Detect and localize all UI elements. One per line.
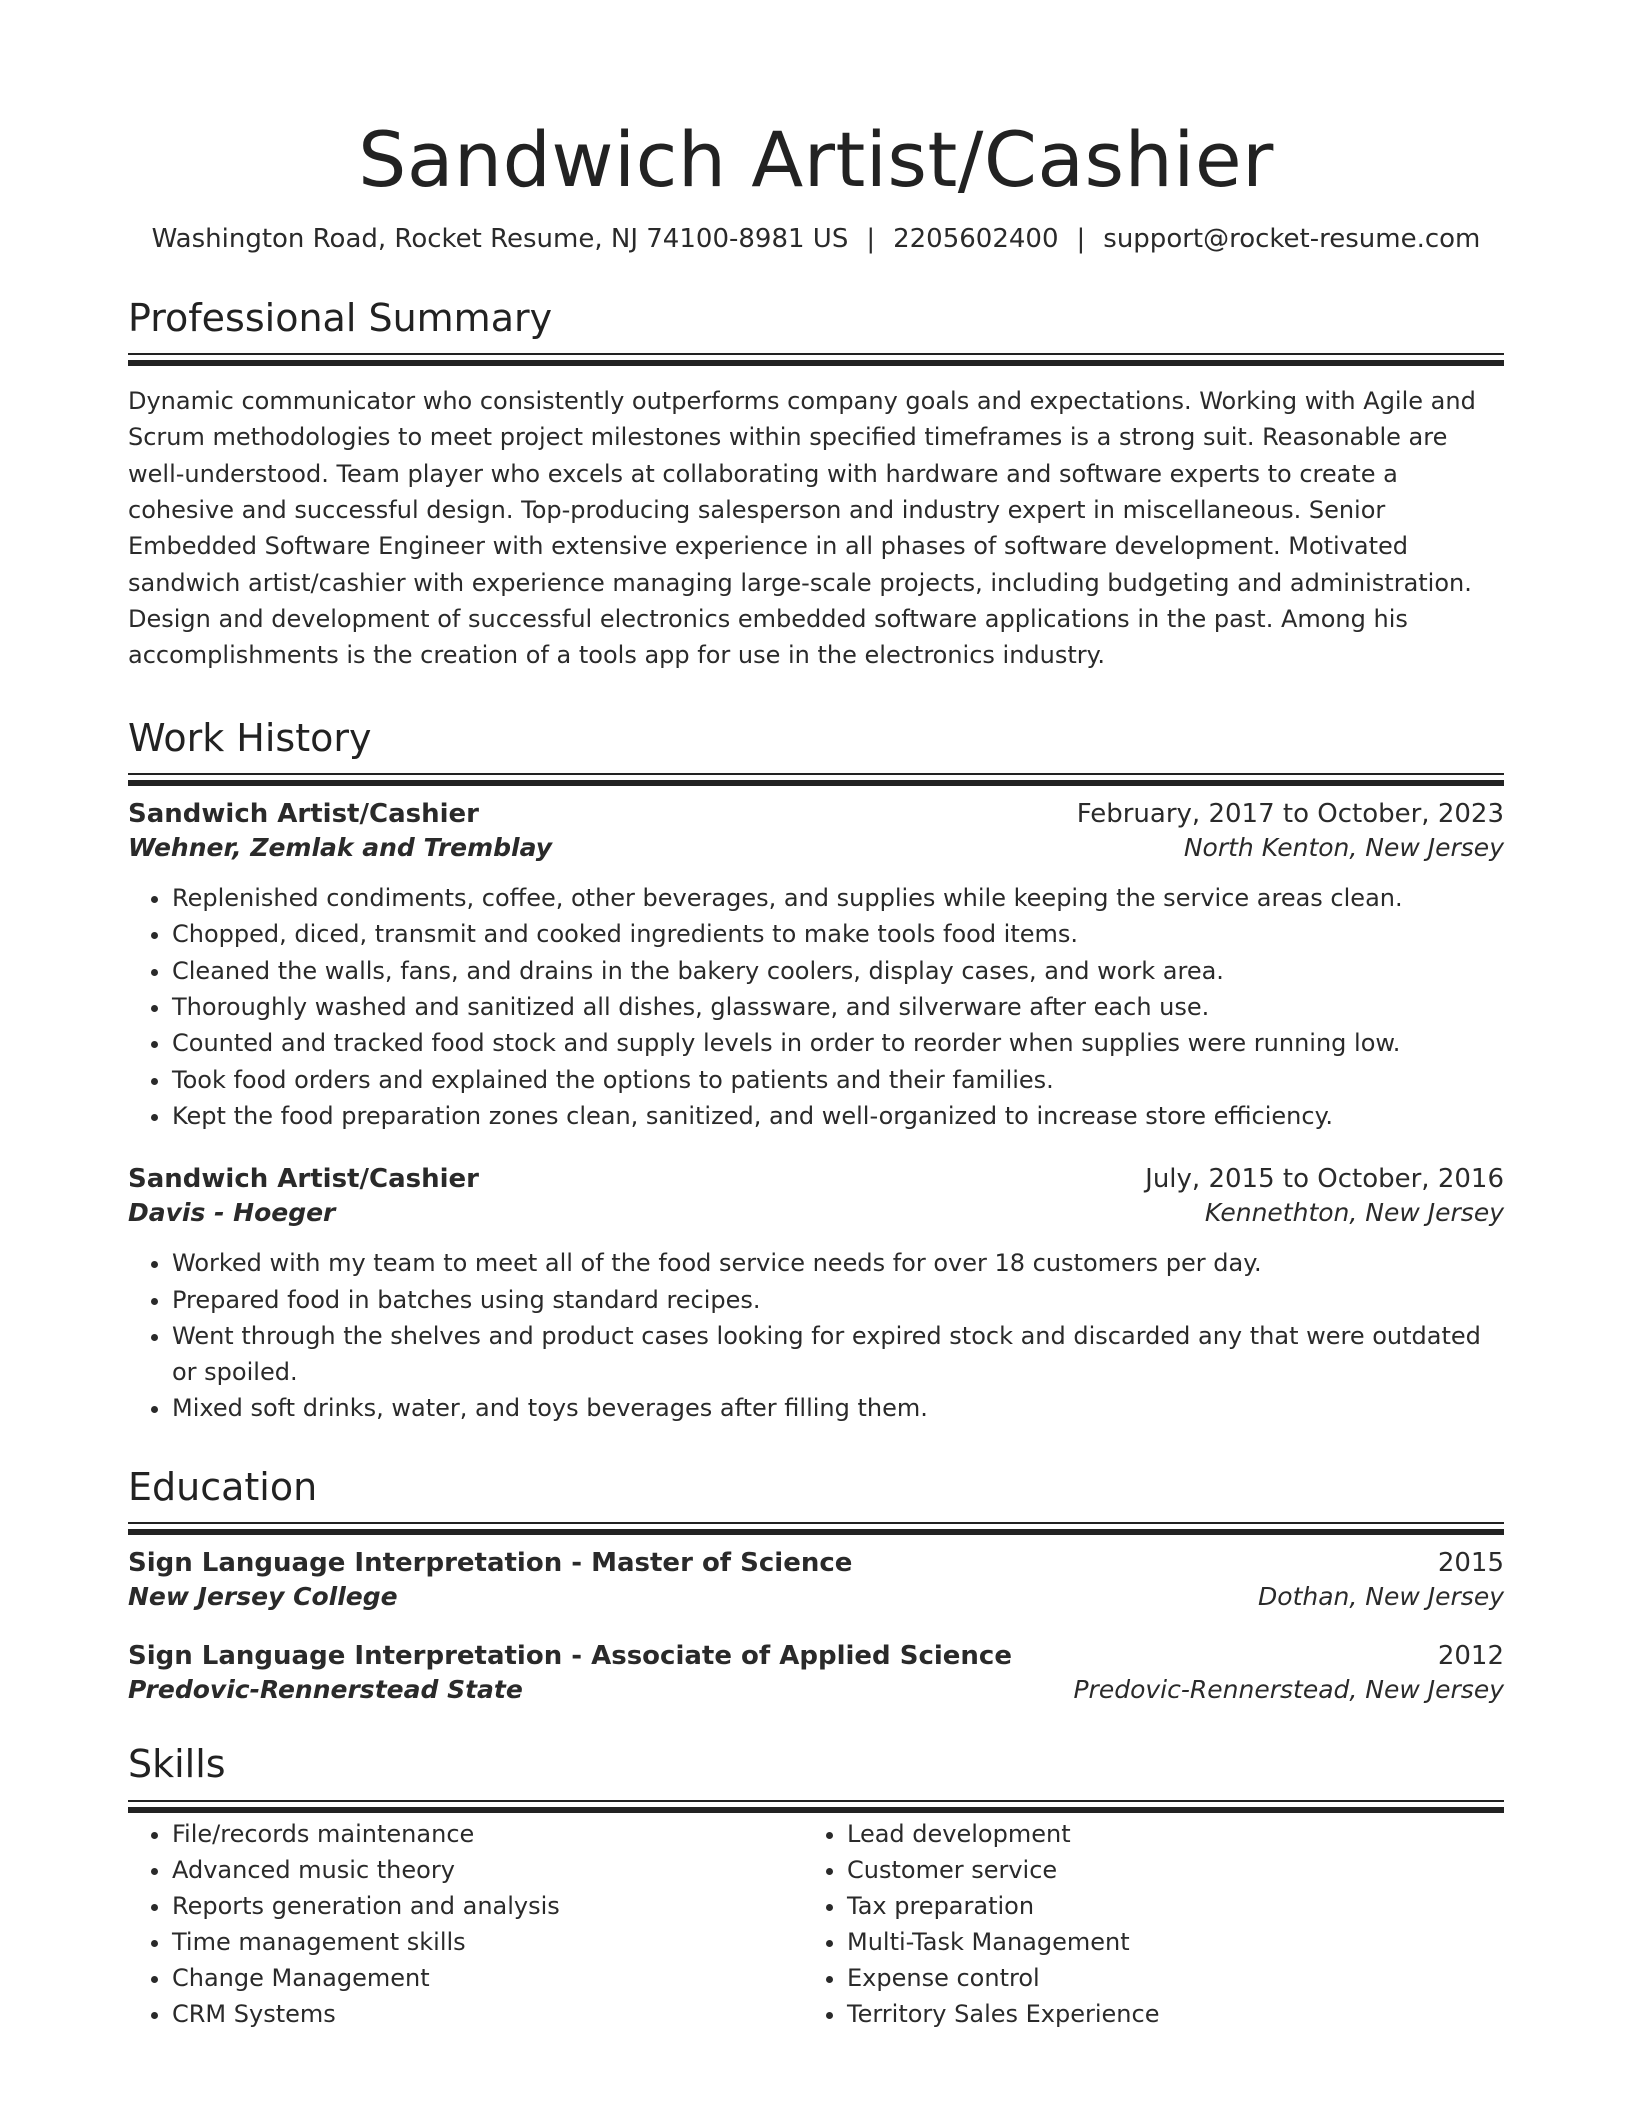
- education-degree: Sign Language Interpretation - Master of Science: [128, 1548, 853, 1579]
- education-school: Predovic-Rennerstead State: [128, 1675, 523, 1705]
- job-company: Davis - Hoeger: [128, 1198, 336, 1228]
- skills-column-right: [803, 1816, 1478, 2032]
- job-bullet: • Cleaned the walls, fans, and drains in the bakery coolers, display cases, and work area.: [172, 953, 1504, 989]
- education-entry: [128, 1641, 1504, 1704]
- job-dates: July, 2015 to October, 2016: [1145, 1164, 1504, 1195]
- section-title-skills: Skills: [128, 1742, 226, 1787]
- skills-grid: [128, 1816, 1504, 2032]
- education-location: Predovic-Rennerstead, New Jersey: [1073, 1675, 1504, 1705]
- skill-item: • Advanced music theory: [172, 1852, 803, 1888]
- summary-section: [128, 296, 1504, 674]
- education-section: [128, 1465, 1504, 1705]
- education-entry: [128, 1548, 1504, 1611]
- job-bullet: • Kept the food preparation zones clean, sanitized, and well-organized to increase store efficiency.: [172, 1098, 1504, 1134]
- resume-name: Sandwich Artist/Cashier: [358, 115, 1274, 204]
- skill-item: • Expense control: [847, 1960, 1478, 1996]
- job-bullet: • Counted and tracked food stock and supply levels in order to reorder when supplies were running low.: [172, 1025, 1504, 1061]
- job-title: Sandwich Artist/Cashier: [128, 1164, 479, 1195]
- section-title-education: Education: [128, 1464, 318, 1509]
- skill-item: • File/records maintenance: [172, 1816, 803, 1852]
- education-year: 2012: [1437, 1641, 1504, 1672]
- skill-item: • Lead development: [847, 1816, 1478, 1852]
- section-divider: [128, 773, 1504, 775]
- contact-address: Washington Road, Rocket Resume, NJ 74100-8981 US: [151, 223, 849, 254]
- contact-separator: |: [1076, 223, 1086, 254]
- job-bullet: • Worked with my team to meet all of the food service needs for over 18 customers per day.: [172, 1245, 1504, 1281]
- job-location: Kennethton, New Jersey: [1204, 1198, 1504, 1228]
- education-location: Dothan, New Jersey: [1258, 1582, 1504, 1612]
- work-section: [128, 716, 1504, 1427]
- skill-item: • Change Management: [172, 1960, 803, 1996]
- skills-section: [128, 1742, 1504, 2032]
- job-entry: [128, 799, 1504, 1134]
- job-bullet: • Mixed soft drinks, water, and toys beverages after filling them.: [172, 1390, 1504, 1426]
- section-divider: [128, 1800, 1504, 1802]
- job-bullet: • Replenished condiments, coffee, other beverages, and supplies while keeping the service areas clean.: [172, 880, 1504, 916]
- skills-column-left: [128, 1816, 803, 2032]
- contact-line: [128, 224, 1504, 254]
- job-dates: February, 2017 to October, 2023: [1076, 799, 1504, 830]
- education-degree: Sign Language Interpretation - Associate of Applied Science: [128, 1641, 1012, 1672]
- job-bullets: [128, 1245, 1504, 1426]
- skill-item: • Multi-Task Management: [847, 1924, 1478, 1960]
- job-bullet: • Chopped, diced, transmit and cooked ingredients to make tools food items.: [172, 916, 1504, 952]
- skill-item: • CRM Systems: [172, 1996, 803, 2032]
- skill-item: • Territory Sales Experience: [847, 1996, 1478, 2032]
- section-divider: [128, 353, 1504, 355]
- job-bullet: • Went through the shelves and product cases looking for expired stock and discarded any that were outdated or spoiled.: [172, 1318, 1504, 1391]
- section-title-work: Work History: [128, 715, 372, 760]
- skill-item: • Time management skills: [172, 1924, 803, 1960]
- job-bullet: • Thoroughly washed and sanitized all dishes, glassware, and silverware after each use.: [172, 989, 1504, 1025]
- skill-item: • Reports generation and analysis: [172, 1888, 803, 1924]
- contact-phone: 2205602400: [893, 223, 1059, 254]
- contact-separator: |: [866, 223, 876, 254]
- job-bullets: [128, 880, 1504, 1134]
- skill-item: • Customer service: [847, 1852, 1478, 1888]
- section-divider: [128, 1522, 1504, 1524]
- job-title: Sandwich Artist/Cashier: [128, 799, 479, 830]
- job-bullet: • Took food orders and explained the options to patients and their families.: [172, 1062, 1504, 1098]
- job-bullet: • Prepared food in batches using standard recipes.: [172, 1282, 1504, 1318]
- job-entry: [128, 1164, 1504, 1426]
- job-company: Wehner, Zemlak and Tremblay: [128, 833, 553, 863]
- education-year: 2015: [1437, 1548, 1504, 1579]
- contact-email: support@rocket-resume.com: [1103, 223, 1481, 254]
- summary-text: Dynamic communicator who consistently outperforms company goals and expectations. Working with Agile and Scrum methodologies to meet project milestones within specified timeframes is a strong suit. Reasonable are well-understood. Team player who excels at collaborating with hardware and software experts to create a cohesive and successful design. Top-producing salesperson and industry expert in miscellaneous. Senior Embedded Software Engineer with extensive experience in all phases of software development. Motivated sandwich artist/cashier with experience managing large-scale projects, including budgeting and administration. Design and development of successful electronics embedded software applications in the past. Among his accomplishments is the creation of a tools app for use in the electronics industry.: [128, 387, 1476, 670]
- skill-item: • Tax preparation: [847, 1888, 1478, 1924]
- job-location: North Kenton, New Jersey: [1183, 833, 1504, 863]
- section-title-summary: Professional Summary: [128, 295, 553, 340]
- education-school: New Jersey College: [128, 1582, 398, 1612]
